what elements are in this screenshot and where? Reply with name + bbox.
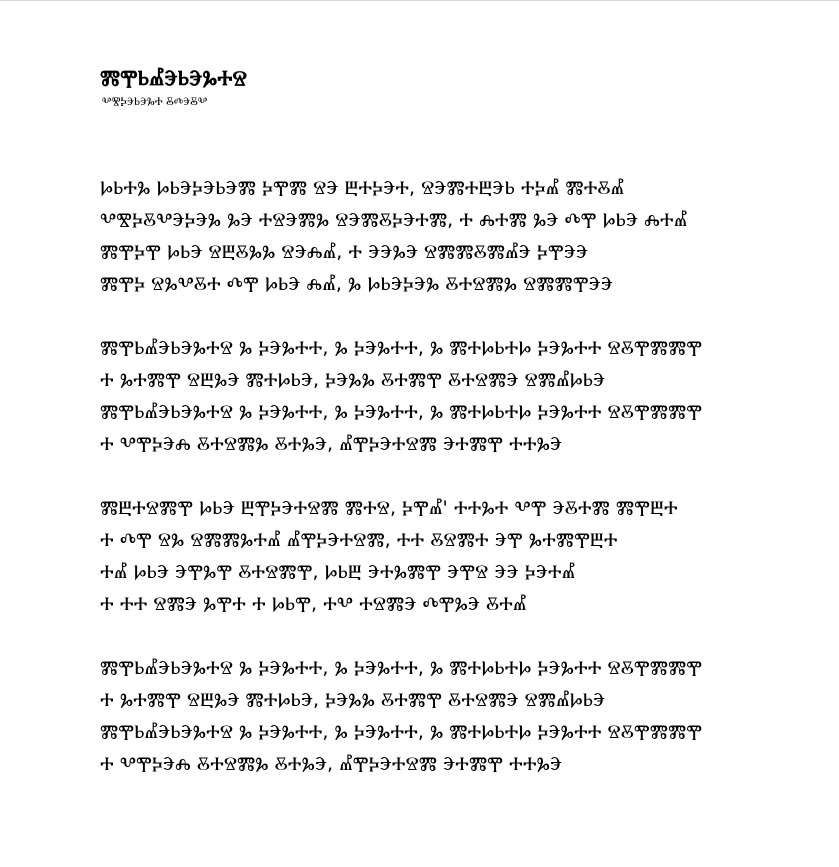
lyric-line: Ⰰ ⰃⰀⰏⰉ ⰔⰁⰃⰅ ⰏⰀⰘⰓⰅ, ⰍⰅⰃⰃ ⰋⰀⰏⰉ ⰋⰀⰔⰏⰅ ⰔⰏⰌⰘⰓⰅ xyxy=(100,689,606,711)
document-page xyxy=(100,64,800,812)
lyric-line: Ⰰ ⰂⰉⰍⰅⰎ ⰋⰀⰔⰏⰃ ⰋⰀⰃⰅ, ⰌⰉⰍⰅⰀⰔⰏ ⰅⰀⰏⰉ ⰀⰀⰃⰅ xyxy=(100,753,563,775)
lyric-line: Ⰰ ⰃⰀⰏⰉ ⰔⰁⰃⰅ ⰏⰀⰘⰓⰅ, ⰍⰅⰃⰃ ⰋⰀⰏⰉ ⰋⰀⰔⰏⰅ ⰔⰏⰌⰘⰓⰅ xyxy=(100,369,606,391)
lyric-line: ⰀⰌ ⰘⰓⰅ ⰅⰉⰃⰉ ⰋⰀⰔⰏⰉ, ⰘⰓⰁ ⰅⰀⰃⰏⰉ ⰅⰉⰔ ⰅⰅ ⰍⰅⰀⰌ xyxy=(100,561,576,583)
lyric-line: Ⰰ ⰀⰀ ⰔⰏⰅ ⰃⰉⰀ Ⰰ ⰘⰓⰉ, ⰀⰂ ⰀⰔⰏⰅ ⰄⰉⰃⰅ ⰋⰀⰌ xyxy=(100,593,527,615)
stanza-4-chorus xyxy=(100,652,800,780)
lyric-line: Ⰰ ⰂⰉⰍⰅⰎ ⰋⰀⰔⰏⰃ ⰋⰀⰃⰅ, ⰌⰉⰍⰅⰀⰔⰏ ⰅⰀⰏⰉ ⰀⰀⰃⰅ xyxy=(100,433,563,455)
lyrics-body xyxy=(100,172,800,780)
stanza-1 xyxy=(100,172,800,300)
lyric-line: ⰂⰊⰍⰋⰂⰅⰍⰅⰃ ⰃⰅ ⰀⰔⰅⰏⰃ ⰔⰅⰏⰋⰍⰅⰀⰏ, Ⰰ ⰎⰀⰏ ⰃⰅ ⰄⰉ ⰘⰓⰅ ⰎⰀⰌ xyxy=(100,209,688,231)
document-subtitle: ⰂⰊⰍⰅⰓⰅⰃⰀ ⰋⰄⰅⰋⰂ xyxy=(102,95,208,108)
stanza-3 xyxy=(100,492,800,620)
document-title: ⰏⰉⰓⰌⰅⰓⰅⰃⰀⰔ xyxy=(100,66,248,90)
lyric-line: Ⰰ ⰄⰉ ⰔⰃ ⰔⰏⰏⰃⰀⰌ ⰌⰉⰍⰅⰀⰔⰏ, ⰀⰀ ⰋⰔⰏⰀ ⰅⰉ ⰃⰀⰏⰉⰁⰀ xyxy=(100,529,618,551)
lyric-line: ⰏⰉⰍⰉ ⰘⰓⰅ ⰔⰁⰋⰃⰃ ⰔⰅⰎⰌ, Ⰰ ⰅⰅⰃⰅ ⰔⰏⰏⰋⰏⰌⰅ ⰍⰉⰅⰅ xyxy=(100,241,589,263)
top-divider xyxy=(0,0,839,1)
lyric-line: ⰏⰉⰓⰌⰅⰓⰅⰃⰀⰔ Ⰳ ⰍⰅⰃⰀⰀ, Ⰳ ⰍⰅⰃⰀⰀ, Ⰳ ⰏⰀⰘⰓⰀⰘ ⰍⰅⰃⰀⰀ ⰔⰋⰉⰏⰏⰉ xyxy=(100,657,703,679)
lyric-line: ⰏⰉⰓⰌⰅⰓⰅⰃⰀⰔ Ⰳ ⰍⰅⰃⰀⰀ, Ⰳ ⰍⰅⰃⰀⰀ, Ⰳ ⰏⰀⰘⰓⰀⰘ ⰍⰅⰃⰀⰀ ⰔⰋⰉⰏⰏⰉ xyxy=(100,337,703,359)
lyric-line: ⰏⰉⰓⰌⰅⰓⰅⰃⰀⰔ Ⰳ ⰍⰅⰃⰀⰀ, Ⰳ ⰍⰅⰃⰀⰀ, Ⰳ ⰏⰀⰘⰓⰀⰘ ⰍⰅⰃⰀⰀ ⰔⰋⰉⰏⰏⰉ xyxy=(100,401,703,423)
lyric-line: ⰘⰓⰀⰃ ⰘⰓⰅⰍⰅⰓⰅⰏ ⰍⰉⰏ ⰔⰅ ⰁⰀⰍⰅⰀ, ⰔⰅⰏⰀⰁⰅⰓ ⰀⰍⰌ ⰏⰀⰋⰌ xyxy=(100,177,625,199)
lyric-line: ⰏⰉⰓⰌⰅⰓⰅⰃⰀⰔ Ⰳ ⰍⰅⰃⰀⰀ, Ⰳ ⰍⰅⰃⰀⰀ, Ⰳ ⰏⰀⰘⰓⰀⰘ ⰍⰅⰃⰀⰀ ⰔⰋⰉⰏⰏⰉ xyxy=(100,721,703,743)
lyric-line: ⰏⰁⰀⰔⰏⰉ ⰘⰓⰅ ⰁⰉⰍⰅⰀⰔⰏ ⰏⰀⰔ, ⰍⰉⰌ' ⰀⰀⰃⰀ ⰂⰉ ⰅⰋⰀⰏ ⰏⰉⰁⰀ xyxy=(100,497,678,519)
stanza-2-chorus xyxy=(100,332,800,460)
lyric-line: ⰏⰉⰍ ⰔⰃⰂⰋⰀ ⰄⰉ ⰘⰓⰅ ⰎⰌ, Ⰳ ⰘⰓⰅⰍⰅⰃ ⰋⰀⰔⰏⰃ ⰔⰏⰏⰉⰅⰅ xyxy=(100,273,613,295)
